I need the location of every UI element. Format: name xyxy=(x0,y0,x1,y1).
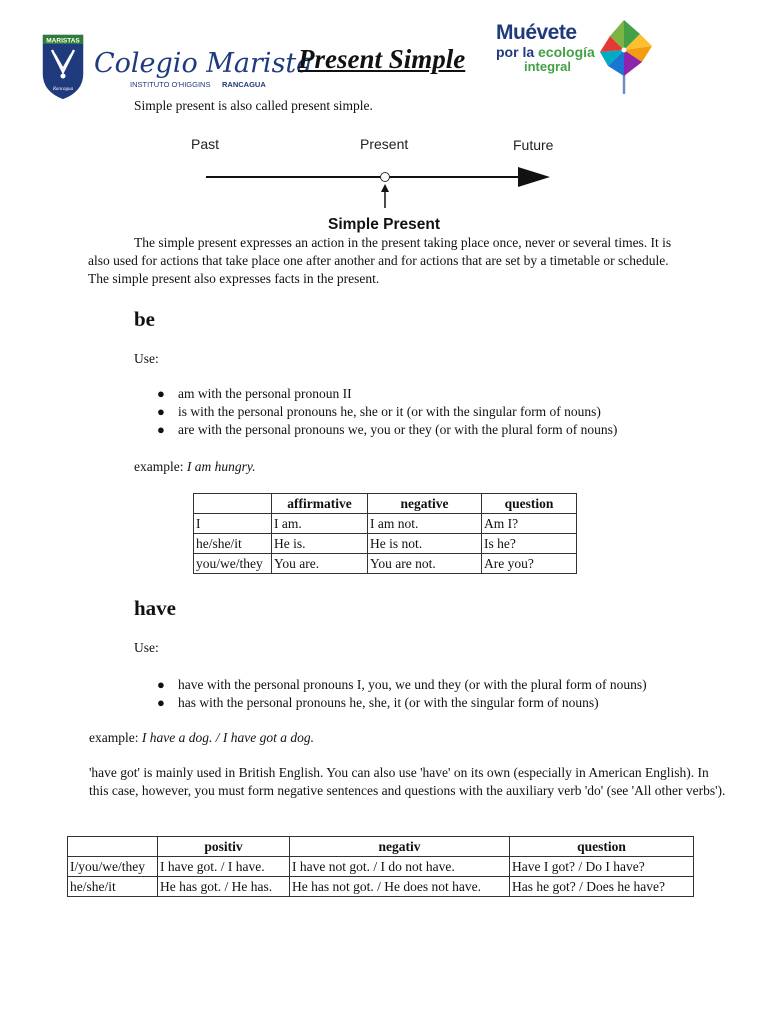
campaign-line-1: Muévete xyxy=(496,21,577,44)
example-text: I am hungry. xyxy=(186,459,256,474)
intro-text: Simple present is also called present simple. xyxy=(134,98,373,113)
timeline-future-label: Future xyxy=(513,137,554,153)
bullet-icon: ● xyxy=(157,677,165,692)
example-label: example: xyxy=(134,459,187,474)
school-name: Colegio Marista xyxy=(94,48,313,79)
table-header: positiv xyxy=(158,837,290,857)
table-header xyxy=(68,837,158,857)
table-row xyxy=(68,877,694,897)
table-row xyxy=(194,534,577,554)
table-cell: I have got. / I have. xyxy=(158,857,290,877)
table-cell: Have I got? / Do I have? xyxy=(510,857,694,877)
school-sub-2: RANCAGUA xyxy=(222,80,266,89)
table-header: affirmative xyxy=(272,494,368,514)
campaign-line-2a: por la xyxy=(496,44,535,60)
table-cell: I am not. xyxy=(368,514,482,534)
example-text: I have a dog. / I have got a dog. xyxy=(141,730,314,745)
table-cell: I am. xyxy=(272,514,368,534)
have-got-paragraph: 'have got' is mainly used in British English. You can also use 'have' on its own (especially in American English). In this case, however, you must form negative sentences and questions with the auxiliary verb 'do' (see 'All other verbs'). xyxy=(89,765,726,798)
intro-paragraph: The simple present expresses an action in the present taking place once, never or several times. It is also used for actions that take place one after another and for actions that are set by a timetable or schedule. The simple present also expresses facts in the present. xyxy=(88,235,672,286)
table-header: question xyxy=(482,494,577,514)
have-example xyxy=(89,729,314,747)
be-conjugation-table xyxy=(193,493,577,574)
table-header-row xyxy=(194,494,577,514)
table-row xyxy=(194,514,577,534)
table-cell: Is he? xyxy=(482,534,577,554)
colegio-marista-logo xyxy=(94,42,313,92)
table-cell: Are you? xyxy=(482,554,577,574)
be-use-label: Use: xyxy=(134,351,159,366)
section-heading-have: have xyxy=(134,596,176,620)
list-item: ● is with the personal pronouns he, she or it (or with the singular form of nouns) xyxy=(157,404,601,419)
example-label: example: xyxy=(89,730,142,745)
bullet-icon: ● xyxy=(157,422,165,437)
table-cell: Am I? xyxy=(482,514,577,534)
timeline-arrowhead xyxy=(518,167,550,187)
table-header xyxy=(194,494,272,514)
timeline-past-label: Past xyxy=(191,136,220,152)
table-row xyxy=(194,554,577,574)
table-cell: I xyxy=(194,514,272,534)
campaign-line-2b: ecología xyxy=(538,44,595,60)
table-cell: he/she/it xyxy=(68,877,158,897)
have-conjugation-table xyxy=(67,836,694,897)
list-item: ● are with the personal pronouns we, you or they (or with the plural form of nouns) xyxy=(157,422,618,437)
bullet-icon: ● xyxy=(157,404,165,419)
table-cell: He is. xyxy=(272,534,368,554)
campaign-logo xyxy=(496,22,608,74)
table-cell: He has not got. / He does not have. xyxy=(290,877,510,897)
timeline-present-label: Present xyxy=(360,136,409,152)
table-cell: You are not. xyxy=(368,554,482,574)
have-use-label: Use: xyxy=(134,640,159,655)
table-cell: I have not got. / I do not have. xyxy=(290,857,510,877)
bullet-icon: ● xyxy=(157,386,165,401)
be-usage-list xyxy=(134,385,694,439)
campaign-line-2 xyxy=(496,44,608,60)
school-crest-logo xyxy=(38,30,88,102)
page-title: Present Simple xyxy=(298,44,466,74)
be-example xyxy=(134,458,255,476)
crest-text: MARISTAS xyxy=(46,37,80,45)
list-item: ● have with the personal pronouns I, you, we und they (or with the plural form of nouns) xyxy=(157,677,647,692)
timeline-caption: Simple Present xyxy=(328,216,440,233)
table-row xyxy=(68,857,694,877)
section-heading-be: be xyxy=(134,307,155,331)
list-item: ● has with the personal pronouns he, she, it (or with the singular form of nouns) xyxy=(157,695,599,710)
campaign-line-3: integral xyxy=(524,59,571,74)
list-item: ● am with the personal pronoun II xyxy=(157,386,352,401)
table-header: question xyxy=(510,837,694,857)
timeline-diagram xyxy=(186,132,566,236)
table-cell: He has got. / He has. xyxy=(158,877,290,897)
table-header: negative xyxy=(368,494,482,514)
table-cell: I/you/we/they xyxy=(68,857,158,877)
table-cell: he/she/it xyxy=(194,534,272,554)
crest-bottom-text: Rancagua xyxy=(52,87,74,92)
table-cell: Has he got? / Does he have? xyxy=(510,877,694,897)
have-usage-list xyxy=(134,676,724,712)
table-cell: He is not. xyxy=(368,534,482,554)
table-cell: you/we/they xyxy=(194,554,272,574)
table-header: negativ xyxy=(290,837,510,857)
timeline-present-marker xyxy=(381,173,390,182)
school-sub-1: INSTITUTO O'HIGGINS xyxy=(130,80,211,89)
bullet-icon: ● xyxy=(157,695,165,710)
table-cell: You are. xyxy=(272,554,368,574)
table-header-row xyxy=(68,837,694,857)
pinwheel-icon xyxy=(598,16,656,96)
